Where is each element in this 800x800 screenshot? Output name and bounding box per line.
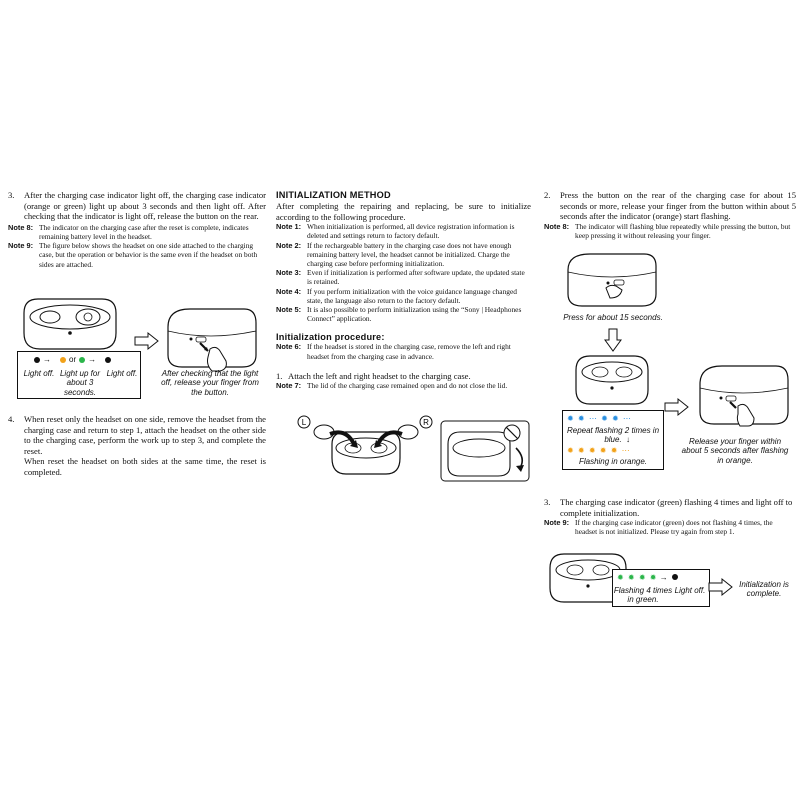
attach-headset-illustration	[296, 414, 436, 482]
initialization-notes	[276, 222, 531, 323]
caption-light-off-2: Light off.	[106, 369, 138, 378]
indicator-sequence: → or →	[34, 355, 111, 364]
down-arrow-icon: ↓	[626, 435, 630, 444]
initialization-heading: INITIALIZATION METHOD	[276, 190, 391, 200]
hollow-arrow-icon	[134, 332, 160, 350]
note-6: Note 6: If the headset is stored in the charging case, remove the left and right headset from the charging case in advance.	[276, 342, 511, 361]
label-left: L	[301, 418, 307, 427]
down-hollow-arrow-icon	[604, 328, 622, 352]
indicator-sequence-box	[17, 351, 141, 399]
flash-sequence-box	[562, 410, 664, 470]
caption-orange: Flashing in orange.	[578, 457, 648, 466]
caption-press: Press for about 15 seconds.	[563, 313, 663, 322]
left-step-3: 3. After the charging case indicator light off, the charging case indicator (orange or green) light up about 3 seconds and then light off. After checking that the indicator is light off, release the button on the rear.	[8, 190, 266, 222]
note-7: Note 7: The lid of the charging case remained open and do not close the lid.	[276, 381, 508, 391]
green-flash-box	[612, 569, 710, 607]
left-column	[8, 190, 266, 269]
procedure-heading: Initialization procedure:	[276, 332, 385, 343]
right-note-9: Note 9: If the charging case indicator (green) does not flashing 4 times, the headset is not initialized. Please try again from step 1.	[544, 518, 773, 537]
middle-step-1: 1. Attach the left and right headset to the charging case.	[276, 370, 471, 381]
left-note-8: Note 8: The indicator on the charging case after the reset is complete, indicates remaining battery level in the headset.	[8, 222, 249, 241]
indicator-black-dot	[34, 357, 40, 363]
arrow-icon: →	[88, 355, 97, 364]
caption-complete: Initialization is complete.	[739, 580, 789, 599]
left-note-9: Note 9: The figure below shows the headset on one side attached to the charging case, but the operation or behavior is the same even if the headset on both sides are attached.	[8, 241, 258, 269]
left-step-4: 4. When reset only the headset on one side, remove the headset from the charging case and return to step 1, attach the headset on the other side to the charging case, perform the work up to step 3, and complete the reset. When reset the headset on both sides at the same time, the reset is completed.	[8, 414, 266, 477]
closed-case-illustration	[572, 352, 652, 408]
green-flash-row: ✹ ✹ ✹ ✹ →	[617, 573, 678, 582]
indicator-black-dot	[105, 357, 111, 363]
press-button-illustration	[562, 250, 662, 312]
note-1: Note 1: When initialization is performed, all device registration information is deleted and settings return to factory default.	[276, 222, 515, 241]
right-column-top	[544, 190, 796, 240]
note-5: Note 5: It is also possible to perform initialization using the “Sony | Headphones Connect” application.	[276, 305, 522, 324]
middle-column	[276, 190, 531, 391]
hollow-arrow-icon	[664, 398, 690, 416]
label-right: R	[423, 418, 429, 427]
indicator-black-dot	[672, 574, 678, 580]
right-column-bottom	[544, 497, 796, 537]
blue-flash-row: ✹ ✹ ⋯ ✹ ✹ ⋯	[567, 414, 632, 423]
note-3: Note 3: Even if initialization is performed after software update, the updated state is retained.	[276, 268, 525, 287]
right-step-3: 3. The charging case indicator (green) flashing 4 times and light off to complete initialization.	[544, 497, 793, 518]
orange-flash-row: ✹ ✹ ✹ ✹ ✹ ⋯	[567, 446, 631, 455]
case-rear-button-illustration	[160, 305, 260, 375]
indicator-orange-dot	[60, 357, 66, 363]
caption-light-off-final: Light off.	[674, 586, 706, 595]
caption-light-off-1: Light off.	[23, 369, 55, 378]
note-4: Note 4: If you perform initialization with the voice guidance language changed state, the language also return to the factory default.	[276, 286, 517, 305]
right-step-2: 2. Press the button on the rear of the charging case for about 15 seconds or more, release your finger from the button within about 5 seconds after the indicator (orange) start flashing.	[544, 190, 796, 222]
right-note-8: Note 8: The indicator will flashing blue repeatedly while pressing the button, but keep pressing it without releasing your finger.	[544, 221, 791, 240]
arrow-icon: →	[43, 355, 51, 364]
open-case-illustration	[20, 293, 120, 353]
caption-green: Flashing 4 times in green.	[613, 586, 673, 605]
lid-open-illustration	[440, 420, 530, 482]
initialization-intro: After completing the repairing and replacing, be sure to initialize according to the following procedure.	[276, 201, 531, 222]
caption-repeat-blue: Repeat flashing 2 times in blue.	[566, 426, 660, 445]
caption-release: Release your finger within about 5 seconds after flashing in orange.	[681, 437, 789, 465]
caption-light-up: Light up for about 3 seconds.	[59, 369, 101, 397]
note-2: Note 2: If the rechargeable battery in the charging case does not have enough remaining battery level, the headset cannot be initialized. Charge the charging case before performing initialization.	[276, 240, 512, 268]
indicator-green-dot	[79, 357, 85, 363]
caption-after-checking: After checking that the light off, release your finger from the button.	[161, 369, 259, 397]
hollow-arrow-icon	[708, 578, 734, 596]
release-button-illustration	[692, 362, 792, 432]
